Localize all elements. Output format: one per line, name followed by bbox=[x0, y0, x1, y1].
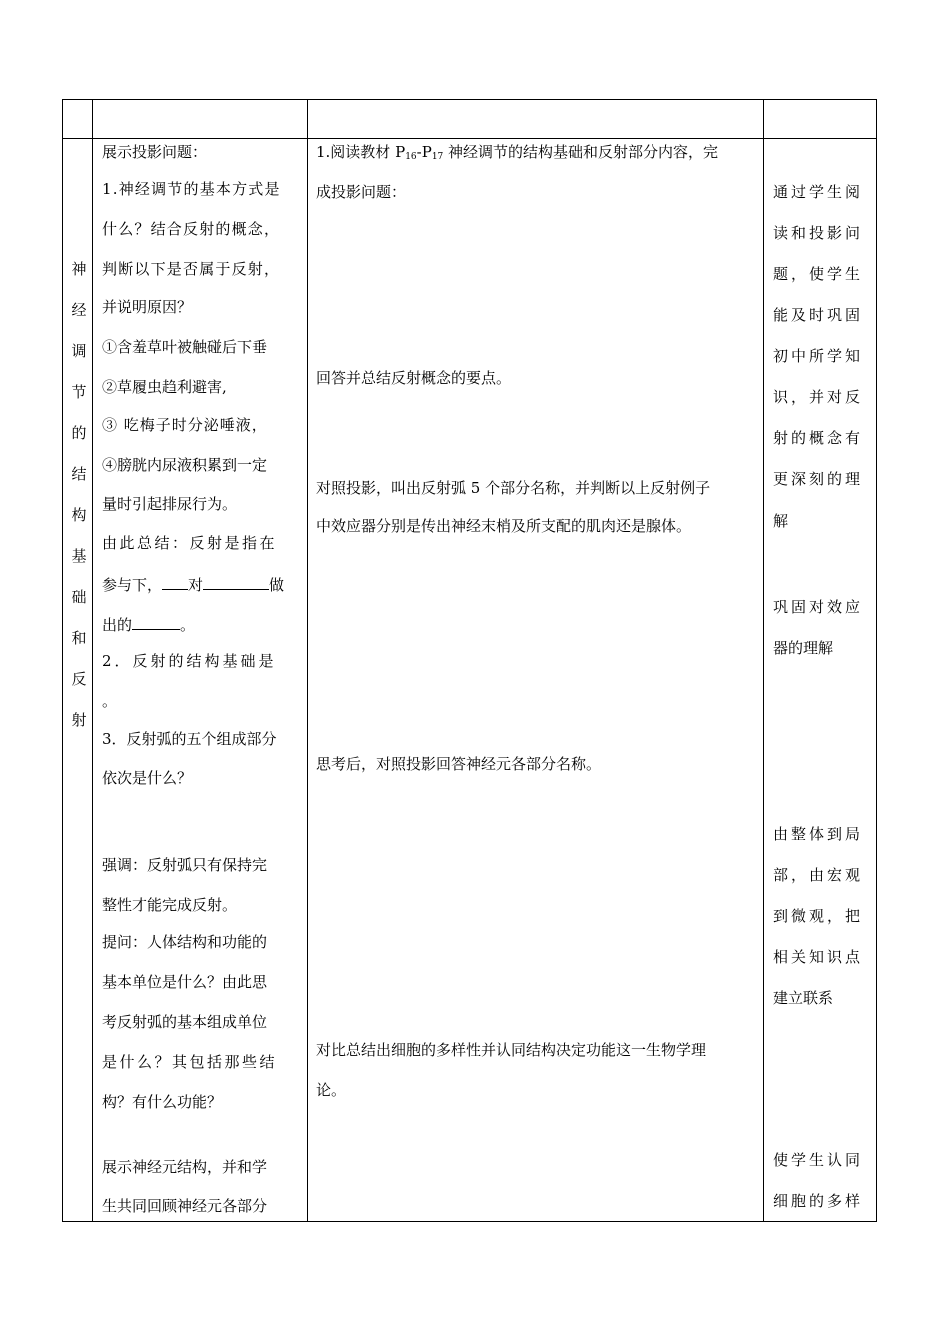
cell-diversity-summary: 对比总结出细胞的多样性并认同结构决定功能这一生物学理 bbox=[316, 1041, 707, 1059]
teacher-line: 3．反射弧的五个组成部分 bbox=[102, 730, 277, 748]
teacher-line: ①含羞草叶被触碰后下垂 bbox=[102, 338, 268, 356]
student-text: 神经调节的结构基础和反射部分内容，完 bbox=[443, 143, 719, 161]
table-right-border bbox=[876, 99, 877, 1222]
intent-line: 能及时巩固 bbox=[773, 306, 864, 324]
teacher-line: 构？有什么功能？ bbox=[102, 1093, 223, 1111]
teacher-line: 基本单位是什么？由此思 bbox=[102, 973, 268, 991]
section-label-char: 础 bbox=[71, 588, 87, 606]
table-col-divider-3 bbox=[763, 99, 764, 1222]
section-label-char: 调 bbox=[71, 342, 87, 360]
reflex-arc-contrast: 对照投影，叫出反射弧 5 个部分名称，并判断以上反射例子 bbox=[316, 479, 711, 497]
intent-line: 器的理解 bbox=[773, 639, 834, 657]
intent-line: 到微观，把 bbox=[773, 907, 864, 925]
table-top-border bbox=[62, 99, 877, 100]
teacher-line: ④膀胱内尿液积累到一定 bbox=[102, 456, 268, 474]
intent-line: 初中所学知 bbox=[773, 347, 864, 365]
intent-line: 由整体到局 bbox=[773, 825, 864, 843]
teacher-line: 整性才能完成反射。 bbox=[102, 896, 238, 914]
teacher-line: 展示投影问题： bbox=[102, 143, 208, 161]
teacher-line: 由此总结：反射是指在 bbox=[102, 534, 278, 552]
teacher-line: 1.神经调节的基本方式是 bbox=[102, 180, 281, 198]
teacher-line: 强调：反射弧只有保持完 bbox=[102, 856, 268, 874]
intent-line: 通过学生阅 bbox=[773, 183, 864, 201]
teacher-line: 提问：人体结构和功能的 bbox=[102, 933, 268, 951]
page-subscript: 16 bbox=[405, 152, 417, 162]
blank-2 bbox=[203, 577, 269, 590]
answer-summary: 回答并总结反射概念的要点。 bbox=[316, 369, 512, 387]
intent-line: 更深刻的理 bbox=[773, 470, 864, 488]
reflex-arc-contrast-2: 中效应器分别是传出神经末梢及所支配的肌肉还是腺体。 bbox=[316, 517, 692, 535]
teacher-text: 做 bbox=[269, 576, 285, 594]
intent-line: 题，使学生 bbox=[773, 265, 864, 283]
teacher-text: 参与下， bbox=[102, 576, 163, 594]
neuron-parts-answer: 思考后，对照投影回答神经元各部分名称。 bbox=[316, 755, 602, 773]
intent-line: 建立联系 bbox=[773, 989, 834, 1007]
reflex-definition-fill-2 bbox=[102, 617, 195, 633]
intent-line: 部，由宏观 bbox=[773, 866, 864, 884]
teacher-line: ②草履虫趋利避害, bbox=[102, 378, 227, 396]
teacher-line: 什么？结合反射的概念， bbox=[102, 220, 281, 238]
teacher-line: 考反射弧的基本组成单位 bbox=[102, 1013, 268, 1031]
teacher-line: 判断以下是否属于反射， bbox=[102, 260, 281, 278]
intent-line: 解 bbox=[773, 512, 789, 530]
teacher-line: 生共同回顾神经元各部分 bbox=[102, 1197, 268, 1215]
teacher-line: 并说明原因？ bbox=[102, 298, 193, 316]
teacher-line: ③ 吃梅子时分泌唾液， bbox=[102, 416, 268, 434]
table-col-divider-2 bbox=[307, 99, 308, 1222]
intent-line: 巩固对效应 bbox=[773, 598, 864, 616]
intent-line: 相关知识点 bbox=[773, 948, 864, 966]
section-label-char: 神 bbox=[71, 260, 87, 278]
table-row-divider bbox=[62, 138, 877, 139]
section-label-char: 反 bbox=[71, 670, 87, 688]
student-text: -P bbox=[416, 143, 432, 161]
intent-line: 细胞的多样 bbox=[773, 1192, 864, 1210]
teacher-line: 展示神经元结构，并和学 bbox=[102, 1158, 268, 1176]
cell-diversity-summary-2: 论。 bbox=[316, 1081, 347, 1099]
table-col-divider-1 bbox=[92, 99, 93, 1222]
section-label-char: 构 bbox=[71, 506, 87, 524]
intent-line: 识，并对反 bbox=[773, 388, 864, 406]
teacher-text: 出的 bbox=[102, 616, 133, 634]
teacher-line: 2．反射的结构基础是 bbox=[102, 652, 277, 670]
student-text: 1.阅读教材 P bbox=[316, 143, 406, 161]
intent-line: 射的概念有 bbox=[773, 429, 864, 447]
section-label-char: 和 bbox=[71, 629, 87, 647]
reflex-definition-fill bbox=[102, 577, 284, 593]
reading-instruction bbox=[316, 145, 718, 162]
intent-line: 使学生认同 bbox=[773, 1151, 864, 1169]
section-label-char: 结 bbox=[71, 465, 87, 483]
teacher-line: 依次是什么？ bbox=[102, 769, 193, 787]
page-subscript: 17 bbox=[431, 152, 444, 162]
teacher-line: 。 bbox=[102, 692, 118, 710]
teacher-line: 是什么？其包括那些结 bbox=[102, 1053, 278, 1071]
blank-1 bbox=[162, 577, 188, 590]
teacher-text: 。 bbox=[180, 616, 196, 634]
section-label-char: 节 bbox=[71, 383, 87, 401]
section-label-char: 射 bbox=[71, 711, 87, 729]
teacher-line: 量时引起排尿行为。 bbox=[102, 495, 238, 513]
intent-line: 读和投影问 bbox=[773, 224, 864, 242]
section-label-char: 经 bbox=[71, 301, 87, 319]
table-left-border bbox=[62, 99, 63, 1222]
reading-instruction-2: 成投影问题： bbox=[316, 183, 407, 201]
section-label-char: 基 bbox=[71, 547, 87, 565]
teacher-text: 对 bbox=[188, 576, 204, 594]
section-label-char: 的 bbox=[71, 424, 87, 442]
table-bottom-border bbox=[62, 1221, 877, 1222]
blank-3 bbox=[132, 617, 180, 630]
